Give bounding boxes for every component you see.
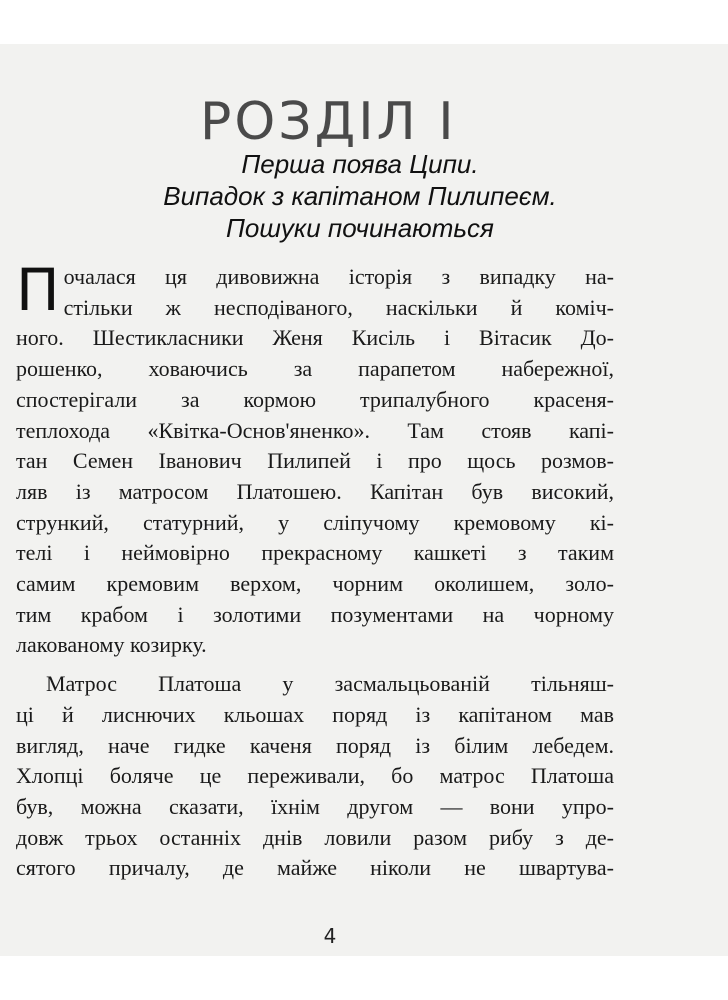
- text-line: самим кремовим верхом, чорним околишем, золо-: [16, 571, 614, 597]
- text-line: Хлопці боляче це переживали, бо матрос Платоша: [16, 763, 614, 789]
- text-line: лакованому козирку.: [16, 632, 207, 658]
- text-line: стільки ж несподіваного, наскільки й коміч-: [63, 294, 614, 320]
- subtitle-line: Перша поява Ципи.: [241, 149, 479, 179]
- drop-cap: П: [16, 256, 60, 324]
- text-line: тан Семен Іванович Пилипей і про щось розмов-: [16, 448, 614, 474]
- text-line: вигляд, наче гидке каченя поряд із білим лебедем.: [16, 732, 614, 758]
- body-text: [16, 256, 614, 884]
- text-line: Матрос Платоша у засмальцьованій тільняш-: [46, 671, 614, 697]
- text-line: ного. Шестикласники Женя Кисіль і Вітасик До-: [16, 325, 614, 351]
- text-line: ляв із матросом Платошею. Капітан був високий,: [16, 478, 614, 504]
- text-line: очалася ця дивовижна історія з випадку на-: [63, 264, 614, 289]
- text-line: тим крабом і золотими позументами на чорному: [16, 601, 614, 627]
- subtitle-line: Пошуки починаються: [226, 213, 494, 243]
- paragraph: [16, 256, 614, 661]
- book-page: [0, 44, 728, 956]
- paragraph: [16, 669, 614, 884]
- chapter-heading: РОЗДІЛ І: [200, 92, 457, 152]
- text-line: стрункий, статурний, у сліпучому кремовому кі-: [16, 509, 614, 535]
- text-line: телі і неймовірно прекрасному кашкеті з таким: [16, 540, 614, 566]
- page-number: 4: [323, 924, 337, 948]
- text-line: ці й лиснючих кльошах поряд із капітаном мав: [16, 701, 614, 727]
- text-line: сятого причалу, де майже ніколи не швартува-: [16, 855, 614, 881]
- text-line: теплохода «Квітка-Основ'яненко». Там стояв капі-: [16, 417, 614, 443]
- subtitle-line: Випадок з капітаном Пилипеєм.: [163, 181, 557, 211]
- text-line: рошенко, ховаючись за парапетом набережної,: [16, 356, 614, 382]
- text-line: був, можна сказати, їхнім другом — вони упро-: [16, 793, 614, 819]
- chapter-subtitle: [40, 148, 680, 244]
- text-line: довж трьох останніх днів ловили разом рибу з де-: [16, 824, 614, 850]
- text-line: спостерігали за кормою трипалубного красеня-: [16, 386, 614, 412]
